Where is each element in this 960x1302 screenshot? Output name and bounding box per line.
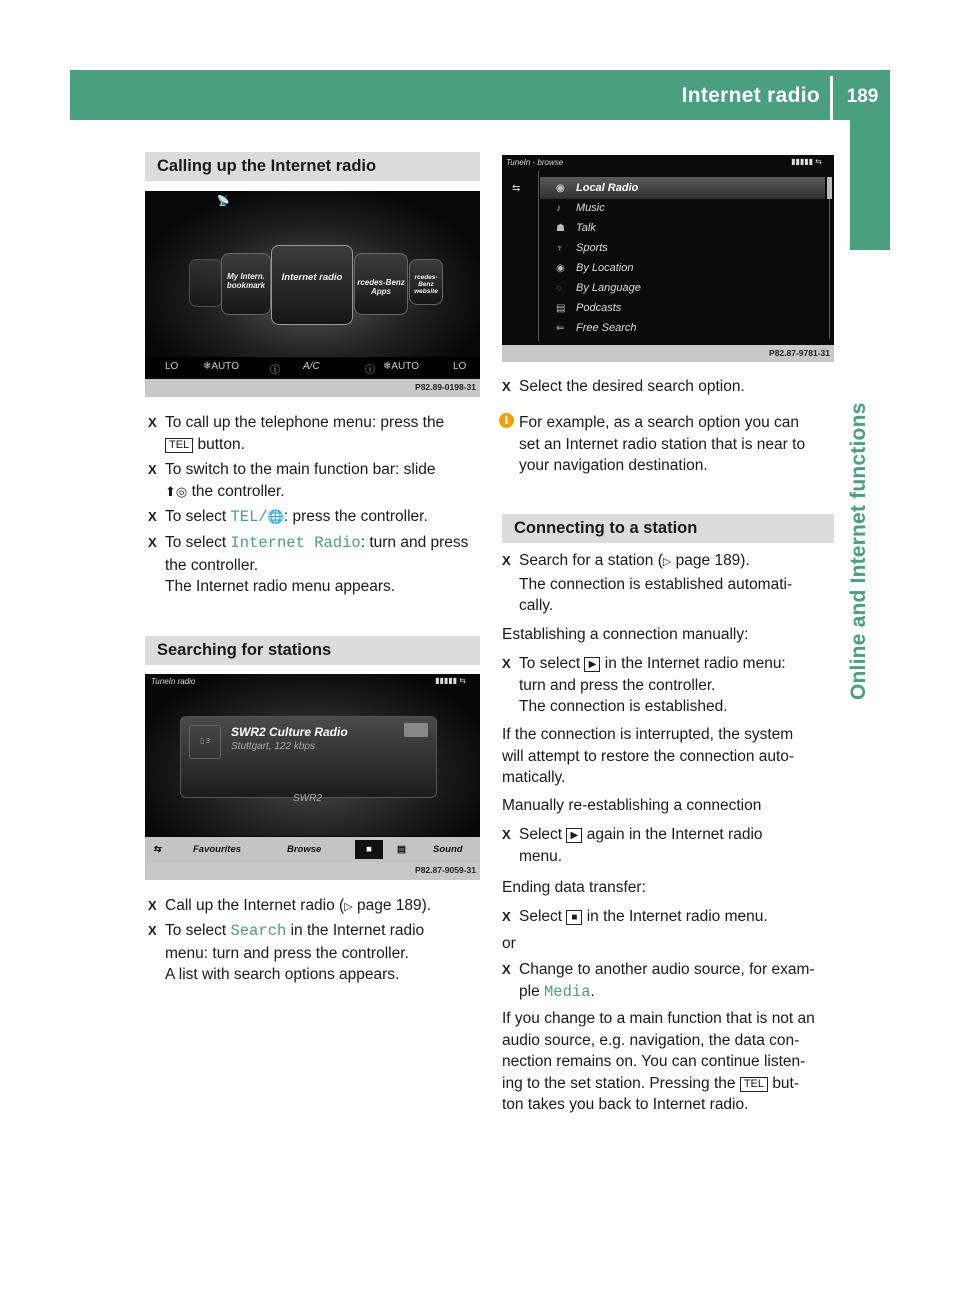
- step-search-station: X Search for a station (▷ page 189). The connection is established automati- cally.: [502, 552, 793, 614]
- menu-item-media: Media: [544, 982, 591, 1001]
- step-text: To select: [519, 655, 581, 672]
- screen-top-bar: [145, 674, 480, 688]
- controller-slide-icon: ⬆◎: [165, 483, 188, 499]
- section-title-connecting: Connecting to a station: [502, 514, 834, 543]
- climate-lo-left: LO: [165, 361, 179, 372]
- figure-caption: P82.87-9781-31: [502, 345, 834, 362]
- browse-item-by-language: [540, 278, 820, 298]
- step-text: To select: [165, 508, 227, 525]
- step-text: menu.: [519, 847, 563, 865]
- step-text: page 189).: [675, 552, 750, 569]
- item-label: Sports: [576, 242, 608, 254]
- menu-card-apps: rcedes-Benz Apps: [354, 253, 408, 315]
- menu-item-internet-radio: Internet Radio: [230, 534, 361, 552]
- step-switch-bar: X To switch to the main function bar: slide ⬆◎ the controller.: [148, 461, 436, 500]
- trophy-icon: ♆: [556, 243, 564, 254]
- step-text: menu: turn and press the controller.: [165, 944, 409, 962]
- step-text: Select: [519, 908, 563, 925]
- sound-icon: ▤: [397, 844, 406, 855]
- step-select-stop: X Select ■ in the Internet radio menu.: [502, 908, 768, 925]
- step-select-internet-radio: X To select Internet Radio: turn and press the controller. The Internet radio menu appears.: [148, 534, 469, 595]
- back-icon: ⇆: [153, 844, 161, 855]
- para-line: If you change to a main function that is not an: [502, 1010, 815, 1027]
- item-label: Local Radio: [576, 182, 639, 194]
- step-result: The connection is established automati-: [519, 575, 793, 593]
- step-result: The connection is established.: [519, 698, 728, 715]
- step-text: Select: [519, 826, 563, 843]
- para-line: but-: [772, 1074, 800, 1092]
- step-text: Change to another audio source, for exam-: [519, 961, 815, 978]
- interrupted-paragraph: [502, 724, 837, 789]
- section-title-calling-up: Calling up the Internet radio: [145, 152, 480, 181]
- favourite-icon: [404, 723, 428, 737]
- browse-button: Browse: [287, 844, 322, 855]
- browse-item-podcasts: [540, 298, 820, 318]
- step-text: Call up the Internet radio (: [165, 897, 345, 914]
- step-text: To switch to the main function bar: slide: [165, 461, 436, 478]
- para-line: audio source, e.g. navigation, the data con-: [502, 1031, 800, 1049]
- step-text: .: [590, 982, 595, 1000]
- browse-item-local-radio: [540, 178, 820, 198]
- page-header: [70, 70, 890, 120]
- sound-button: Sound: [433, 844, 463, 855]
- location-icon: ◉: [556, 263, 565, 274]
- final-paragraph: [502, 1008, 842, 1116]
- info-icon: i: [499, 413, 514, 428]
- para-line: matically.: [502, 769, 566, 786]
- music-icon: ♪: [556, 203, 561, 214]
- globe-icon: 🌐: [267, 509, 284, 524]
- info-text: set an Internet radio station that is near to: [519, 435, 806, 453]
- step-select-play-again: X Select ▶ again in the Internet radio menu.: [502, 826, 763, 865]
- menu-card-internet-radio: Internet radio: [271, 245, 353, 325]
- chapter-title: Internet radio: [681, 84, 820, 107]
- browse-item-sports: [540, 238, 820, 258]
- seat-icon-left: ⓘ: [270, 365, 280, 376]
- play-icon: ▶: [566, 828, 582, 843]
- item-label: Free Search: [576, 322, 637, 334]
- back-column: [502, 171, 539, 341]
- step-select-search-option: X Select the desired search option.: [502, 378, 745, 395]
- item-label: By Location: [576, 262, 634, 274]
- climate-auto-left: ❄AUTO: [203, 361, 239, 372]
- step-text: in the Internet radio: [290, 922, 425, 939]
- item-label: Music: [576, 202, 605, 214]
- climate-auto-right: ❄AUTO: [383, 361, 419, 372]
- back-icon: ⇆: [512, 183, 521, 194]
- location-icon: ◉: [556, 183, 565, 194]
- speech-bubble-icon: ◌: [556, 283, 562, 294]
- info-text: your navigation destination.: [519, 457, 708, 474]
- step-text: in the Internet radio menu.: [586, 908, 768, 925]
- screen-title: TuneIn radio: [151, 677, 196, 686]
- figure-caption: P82.87-9059-31: [145, 862, 480, 880]
- step-text: To select: [165, 922, 227, 939]
- signal-icon: ▮▮▮▮▮ ⇆: [435, 676, 466, 685]
- antenna-icon: 📡: [217, 196, 230, 207]
- step-text: the controller.: [191, 482, 285, 500]
- side-tab-label: Online and Internet functions: [847, 402, 870, 700]
- station-panel: [180, 716, 437, 804]
- seat-icon-right: ⓘ: [365, 365, 375, 376]
- talk-icon: ☗: [556, 223, 565, 234]
- menu-card-edge-left: [189, 259, 223, 307]
- step-result: The Internet radio menu appears.: [165, 578, 396, 595]
- tel-key-icon: TEL: [740, 1077, 768, 1092]
- para-line: will attempt to restore the connection auto-: [502, 747, 795, 765]
- screen-title: TuneIn - browse: [506, 158, 564, 167]
- preset-icon: ▯ 3: [189, 725, 221, 759]
- manual-connection-label: Establishing a connection manually:: [502, 626, 749, 643]
- tel-key-icon: TEL: [165, 438, 193, 453]
- stop-icon: ■: [355, 840, 383, 859]
- step-change-source: X Change to another audio source, for exam- ple Media.: [502, 961, 815, 1001]
- info-note: [504, 412, 839, 477]
- para-line: nection remains on. You can continue listen-: [502, 1053, 806, 1070]
- podcast-icon: ▤: [556, 303, 566, 314]
- climate-ac: A/C: [303, 361, 320, 372]
- menu-item-tel: TEL/: [230, 508, 268, 526]
- item-label: By Language: [576, 282, 641, 294]
- para-line: If the connection is interrupted, the system: [502, 726, 794, 743]
- step-text: : turn and press: [360, 534, 469, 551]
- step-text: again in the Internet radio: [586, 826, 763, 843]
- page-ref-icon: ▷: [344, 901, 353, 913]
- para-line: ing to the set station. Pressing the: [502, 1074, 736, 1092]
- step-call-telephone: X To call up the telephone menu: press the TEL button.: [148, 414, 445, 453]
- screen-top-bar: [502, 155, 834, 169]
- station-name: SWR2 Culture Radio: [231, 725, 348, 739]
- play-icon: ▶: [584, 657, 600, 672]
- step-text: turn and press the controller.: [519, 676, 716, 694]
- favourites-button: Favourites: [193, 844, 242, 855]
- scrollbar-track: [829, 199, 830, 339]
- tunein-function-bar: [145, 837, 480, 862]
- step-text: To call up the telephone menu: press the: [165, 414, 445, 431]
- or-text: or: [502, 935, 516, 952]
- step-text: Search for a station (: [519, 552, 663, 569]
- browse-item-talk: [540, 218, 820, 238]
- step-select-tel: X To select TEL/🌐: press the controller.: [148, 508, 428, 526]
- figure-caption: P82.89-0198-31: [145, 379, 480, 397]
- figure-tunein-browse: [502, 155, 834, 362]
- step-select-search: X To select Search in the Internet radio menu: turn and press the controller. A list with search options appears.: [148, 922, 425, 983]
- step-call-internet-radio: X Call up the Internet radio (▷ page 189).: [148, 897, 432, 914]
- header-separator: [830, 76, 833, 120]
- step-result: A list with search options appears.: [165, 966, 400, 983]
- side-tab-marker: [850, 120, 890, 250]
- search-arrow-icon: ⇐: [556, 323, 565, 334]
- menu-card-bookmarks: My Intern. bookmark: [221, 253, 271, 315]
- page-ref-icon: ▷: [662, 556, 672, 568]
- step-text: To select: [165, 534, 227, 551]
- item-label: Talk: [576, 222, 596, 234]
- step-text: the controller.: [165, 556, 259, 574]
- step-text: in the Internet radio menu:: [604, 655, 786, 672]
- climate-bar: [145, 357, 480, 377]
- browse-item-music: [540, 198, 820, 218]
- figure-main-menu: [145, 191, 480, 397]
- step-text: : press the controller.: [283, 508, 428, 525]
- station-logo: SWR2: [293, 793, 322, 804]
- page-number: 189: [846, 86, 879, 107]
- step-text: button.: [197, 435, 245, 453]
- info-text: For example, as a search option you can: [519, 414, 800, 431]
- step-text: Select the desired search option.: [519, 378, 745, 395]
- reestablish-label: Manually re-establishing a connection: [502, 797, 762, 814]
- browse-item-free-search: [540, 318, 820, 338]
- item-label: Podcasts: [576, 302, 622, 314]
- para-line: ton takes you back to Internet radio.: [502, 1096, 749, 1113]
- browse-item-by-location: [540, 258, 820, 278]
- step-select-play: X To select ▶ in the Internet radio menu: turn and press the controller. The connection is established.: [502, 655, 786, 715]
- scrollbar-thumb: [827, 177, 832, 199]
- figure-tunein-radio: [145, 674, 480, 880]
- station-info: Stuttgart, 122 kbps: [231, 741, 315, 752]
- section-title-searching: Searching for stations: [145, 636, 480, 665]
- step-result: cally.: [519, 597, 554, 614]
- signal-icon: ▮▮▮▮▮ ⇆: [791, 157, 822, 166]
- stop-icon: ■: [566, 910, 582, 925]
- step-text: page 189).: [357, 897, 432, 914]
- climate-lo-right: LO: [453, 361, 467, 372]
- menu-card-website: rcedes-Benz website: [409, 259, 443, 305]
- menu-item-search: Search: [230, 922, 287, 940]
- step-text: ple: [519, 982, 540, 1000]
- ending-transfer-label: Ending data transfer:: [502, 879, 646, 896]
